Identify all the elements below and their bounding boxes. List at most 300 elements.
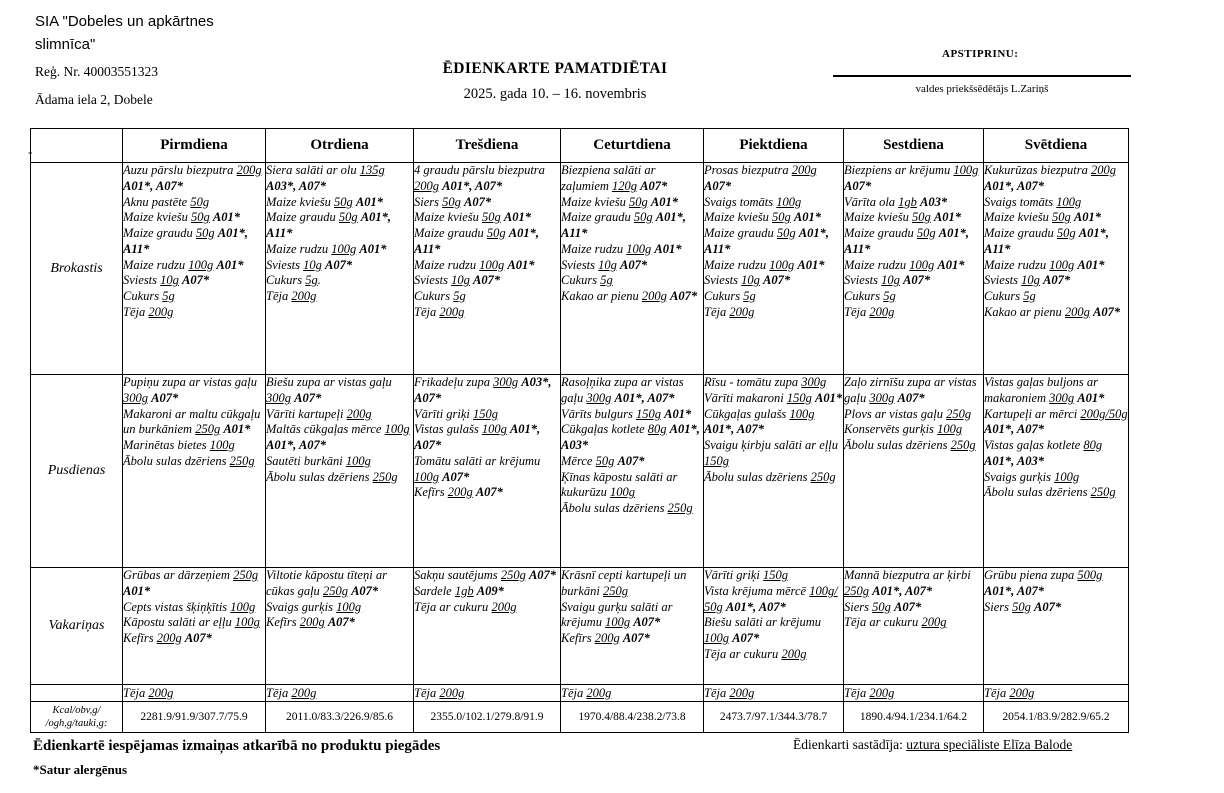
allergen-code: A01* — [797, 257, 825, 272]
allergen-code: A07* — [1093, 304, 1121, 319]
allergen-code: A07* — [1043, 273, 1071, 288]
dish: Siers 50g A07* — [414, 194, 492, 209]
dish: Maize rudzu 100g A01* — [123, 257, 244, 272]
dish: Sviests 10g A07* — [704, 273, 791, 288]
amount-text: 50g — [195, 226, 215, 240]
amount-text: 250g — [195, 422, 221, 437]
allergen-code: A01*, A07* — [872, 583, 933, 598]
dish: Vistas gaļas kotlete 80g A01*, A03* — [984, 438, 1103, 468]
dish: Cukurs 5g. — [266, 273, 321, 288]
kcal-label-line: /ogh,g/tauki,g: — [45, 718, 108, 729]
meal-label-pusdienas: Pusdienas — [31, 375, 123, 568]
approve-label: APSTIPRINU: — [942, 48, 1019, 60]
allergen-code: A07* — [464, 194, 492, 209]
amount-text: 1gb — [454, 583, 474, 598]
menu-cell — [704, 568, 844, 685]
amount-text: 250g — [1090, 485, 1116, 500]
dish: Prosas biezputra 200g A07* — [704, 163, 817, 193]
amount-text: 300g — [1049, 390, 1075, 405]
allergen-code: A01*, A07* — [984, 178, 1044, 193]
menu-cell — [123, 375, 266, 568]
allergen-code: A03*, A07* — [266, 178, 326, 193]
dish: Maize graudu 50g A01*, A11* — [561, 210, 687, 240]
amount-text: 100g — [230, 599, 256, 614]
dish: Tēja 200g — [844, 304, 895, 319]
allergen-code: A01* — [1077, 390, 1105, 405]
menu-cell — [561, 568, 704, 685]
menu-cell — [984, 375, 1129, 568]
amount-text: 50g — [633, 210, 653, 225]
dish: Maize kviešu 50g A01* — [414, 210, 531, 225]
amount-text: 250g — [946, 406, 972, 421]
allergen-code: A01*, A03* — [984, 453, 1044, 468]
menu-cell — [704, 375, 844, 568]
allergen-code: A01*, A11* — [561, 210, 687, 240]
dish: Vista krējuma mērcē 100g/ 50g A01*, A07* — [704, 583, 838, 614]
composed-by-label: Ēdienkarti sastādīja: — [793, 737, 907, 752]
allergen-code: A01* — [359, 241, 387, 256]
amount-text: 100g — [776, 194, 802, 209]
amount-text: 200g — [439, 686, 465, 700]
tea-cell: Tēja 200g — [266, 685, 414, 702]
menu-cell — [266, 568, 414, 685]
allergen-note: *Satur alergēnus — [33, 762, 128, 777]
allergen-code: A07* — [897, 390, 925, 405]
dish: Plovs ar vistas gaļu 250g — [844, 406, 972, 421]
tea-cell: Tēja 200g — [561, 685, 704, 702]
allergen-code: A01*, A07* — [984, 422, 1044, 437]
composed-by-name: uztura speciāliste Elīza Balode — [906, 737, 1073, 752]
dish: Svaigu ķirbju salāti ar eļļu 150g — [704, 438, 839, 468]
allergen-code: A01*, A07* — [266, 438, 326, 452]
amount-text: 10g — [160, 273, 179, 288]
amount-text: 200g — [641, 289, 667, 303]
amount-text: 200g — [1090, 163, 1116, 177]
dish: Sviests 10g A07* — [414, 273, 501, 288]
amount-text: 250g — [950, 438, 976, 452]
dish: Ābolu sulas dzēriens 250g — [984, 485, 1116, 500]
amount-text: 200g — [869, 686, 895, 700]
amount-text: 50g — [1056, 226, 1076, 240]
dish: Maize kviešu 50g A01* — [704, 210, 821, 225]
left-margin-dash: - — [28, 144, 33, 159]
allergen-code: A07* — [903, 273, 931, 288]
amount-text: 150g — [636, 406, 662, 421]
allergen-code: A01*, A07* — [442, 178, 503, 193]
amount-text: 5g — [883, 289, 896, 303]
day-header-ceturtdiena: Ceturtdiena — [561, 129, 704, 163]
allergen-code: A07* — [620, 257, 648, 272]
amount-text: 80g — [1083, 438, 1103, 452]
amount-text: 100g — [1056, 194, 1082, 209]
amount-text: 300g — [869, 390, 895, 405]
amount-text: 200g — [447, 485, 473, 500]
table-corner-blank — [31, 129, 123, 163]
amount-text: 120g — [612, 178, 638, 193]
dish: Vārīti griķi 150g — [414, 406, 499, 421]
menu-cell — [266, 375, 414, 568]
amount-text: 250g — [372, 469, 398, 484]
amount-text: 200g — [586, 686, 612, 700]
allergen-code: A01* — [355, 194, 383, 209]
dish: Tēja 200g — [266, 289, 317, 303]
amount-text: 5g — [1023, 289, 1036, 303]
amount-text: 100g — [1049, 257, 1075, 272]
amount-text: 100g — [481, 422, 507, 437]
dish: Kefīrs 200g A07* — [414, 485, 503, 500]
allergen-code: A07* — [622, 631, 650, 645]
dish: Svaigs gurķis 100g — [984, 469, 1080, 484]
title-block — [370, 60, 740, 103]
day-header-trešdiena: Trešdiena — [414, 129, 561, 163]
dish: Grūbu piena zupa 500g A01*, A07* — [984, 568, 1103, 598]
allergen-code: A01*, A11* — [414, 226, 540, 256]
amount-text: 150g — [786, 390, 812, 405]
dish: Krāsnī cepti kartupeļi un burkāni 250g — [561, 568, 687, 598]
dish: Siera salāti ar olu 135g A03*, A07* — [266, 163, 385, 193]
allergen-code: A01* — [1073, 210, 1101, 225]
dish: Maize graudu 50g A01*, A11* — [266, 210, 392, 240]
dish: Viltotie kāpostu tīteņi ar cūkas gaļu 250g A07* — [266, 568, 387, 598]
amount-text: 135g — [359, 163, 385, 177]
dish: Sardele 1gb A09* — [414, 583, 504, 598]
allergen-code: A01* — [1077, 257, 1105, 272]
dish: Ābolu sulas dzēriens 250g — [123, 453, 255, 468]
dish: 4 graudu pārslu biezputra 200g A01*, A07* — [414, 163, 545, 193]
tea-cell: Tēja 200g — [123, 685, 266, 702]
dish: Kefīrs 200g A07* — [561, 631, 650, 645]
allergen-code: A01*, A11* — [266, 210, 392, 240]
dish: Aknu pastēte 50g — [123, 194, 210, 209]
allergen-code: A01*, A11* — [984, 226, 1110, 256]
signature-line — [833, 75, 1131, 77]
amount-text: 200g — [729, 304, 755, 319]
dish: Biešu zupa ar vistas gaļu 300g A07* — [266, 375, 392, 405]
tea-cell: Tēja 200g — [704, 685, 844, 702]
dish: Maize rudzu 100g A01* — [414, 257, 535, 272]
amount-text: 50g — [482, 210, 501, 225]
tea-cell: Tēja 200g — [984, 685, 1129, 702]
dish: Maize rudzu 100g A01* — [561, 241, 682, 256]
amount-text: 50g — [486, 226, 506, 240]
allergen-code: A01* — [937, 257, 965, 272]
amount-text: 50g — [1012, 599, 1031, 614]
amount-text: 200g — [594, 631, 620, 645]
allergen-code: A01*, A11* — [844, 226, 970, 256]
dish: Sviests 10g A07* — [844, 273, 931, 288]
amount-text: 5g — [453, 289, 466, 303]
amount-text: 100g — [626, 241, 652, 256]
dish: Ķīnas kāpostu salāti ar kukurūzu 100g — [561, 469, 678, 500]
amount-text: 250g — [233, 568, 259, 582]
day-header-pirmdiena: Pirmdiena — [123, 129, 266, 163]
dish: Siers 50g A07* — [984, 599, 1062, 614]
dish: Maize rudzu 100g A01* — [844, 257, 965, 272]
menu-cell — [414, 163, 561, 375]
allergen-code: A01* — [223, 422, 251, 437]
amount-text: 50g — [338, 210, 358, 225]
amount-text: 50g — [916, 226, 936, 240]
allergen-code: A01*, A07* — [984, 583, 1044, 598]
dish: Tēja ar cukuru 200g — [414, 599, 517, 614]
allergen-code: A01* — [933, 210, 961, 225]
kcal-row-label — [31, 702, 123, 733]
allergen-code: A01* — [503, 210, 531, 225]
dish: Vārīts bulgurs 150g A01* — [561, 406, 692, 421]
amount-text: 200g — [291, 289, 317, 303]
dish: Maize rudzu 100g A01* — [984, 257, 1105, 272]
allergen-code: A07* — [640, 178, 668, 193]
dish: Konservēts gurķis 100g — [844, 422, 963, 437]
page-title: ĒDIENKARTE PAMATDIĒTAI — [442, 60, 668, 77]
dish: Cukurs 5g — [704, 289, 756, 303]
kcal-value: 1890.4/94.1/234.1/64.2 — [844, 702, 984, 733]
dish: Auzu pārslu biezputra 200g A01*, A07* — [123, 163, 262, 193]
allergen-code: A01*, A07* — [704, 422, 764, 437]
dish: Rasoļņika zupa ar vistas gaļu 300g A01*, A07* — [561, 375, 684, 405]
allergen-code: A07* — [473, 273, 501, 288]
menu-cell — [844, 163, 984, 375]
dish: Kakao ar pienu 200g A07* — [561, 289, 698, 303]
amount-text: 300g — [123, 390, 148, 405]
allergen-code: A03* — [920, 194, 948, 209]
dish: Grūbas ar dārzeņiem 250g A01* — [123, 568, 259, 598]
dish: Sviests 10g A07* — [561, 257, 648, 272]
dish: Vārīti makaroni 150g A01* — [704, 390, 843, 405]
dish: Rīsu - tomātu zupa 300g — [704, 375, 827, 389]
amount-text: 100g — [336, 599, 362, 614]
allergen-code: A07* — [894, 599, 922, 614]
company-address: Ādama iela 2, Dobele — [35, 92, 153, 107]
amount-text: 250g — [229, 453, 255, 468]
amount-text: 100g/ 50g — [704, 583, 838, 614]
amount-text: 200g — [1064, 304, 1090, 319]
dish: Vistas gulašs 100g A01*, A07* — [414, 422, 541, 452]
allergen-code: A07* — [617, 453, 645, 468]
allergen-code: A01* — [212, 210, 240, 225]
dish: Svaigs tomāts 100g — [984, 194, 1082, 209]
allergen-code: A07* — [633, 615, 661, 630]
dish: Maize kviešu 50g A01* — [123, 210, 240, 225]
allergen-code: A07* — [182, 273, 210, 288]
allergen-code: A07* — [327, 615, 355, 630]
amount-text: 200g — [148, 304, 174, 319]
kcal-label-line: Kcal/obv,g/ — [52, 704, 101, 716]
amount-text: 10g — [1021, 273, 1040, 288]
dish: Maize graudu 50g A01*, A11* — [414, 226, 540, 256]
allergen-code: A07* — [184, 631, 212, 645]
amount-text: 250g — [667, 501, 693, 515]
dish: Maize kviešu 50g A01* — [561, 194, 678, 209]
menu-cell — [123, 568, 266, 685]
dish: Vārīta ola 1gb A03* — [844, 194, 948, 209]
dish: Marinētas bietes 100g — [123, 438, 235, 452]
amount-text: 10g — [303, 257, 322, 272]
amount-text: 500g — [1077, 568, 1103, 582]
amount-text: 150g — [473, 406, 499, 421]
dish: Cukurs 5g — [414, 289, 466, 303]
amount-text: 10g — [598, 257, 617, 272]
menu-cell — [561, 163, 704, 375]
dish: Pupiņu zupa ar vistas gaļu 300g A07* — [123, 375, 258, 405]
kcal-value: 2473.7/97.1/344.3/78.7 — [704, 702, 844, 733]
tea-row-blank-label — [31, 685, 123, 702]
dish: Cepts vistas šķiņķītis 100g — [123, 599, 256, 614]
amount-text: 50g — [776, 226, 796, 240]
menu-cell — [844, 375, 984, 568]
amount-text: 300g — [586, 390, 612, 405]
dish: Vārīti griķi 150g — [704, 568, 789, 582]
dish: Sviests 10g A07* — [123, 273, 210, 288]
amount-text: 150g — [704, 453, 729, 468]
dish: Sviests 10g A07* — [984, 273, 1071, 288]
day-header-piektdiena: Piektdiena — [704, 129, 844, 163]
meal-label-vakariņas: Vakariņas — [31, 568, 123, 685]
kcal-value: 2011.0/83.3/226.9/85.6 — [266, 702, 414, 733]
amount-text: 50g — [912, 210, 931, 225]
amount-text: 200g — [156, 631, 182, 645]
amount-text: 100g — [909, 257, 935, 272]
amount-text: 100g — [1054, 469, 1080, 484]
allergen-code: A01* — [815, 390, 843, 405]
dish: Kakao ar pienu 200g A07* — [984, 304, 1121, 319]
allergen-code: A07* — [475, 485, 503, 500]
date-range: 2025. gada 10. – 16. novembris — [463, 86, 647, 102]
amount-text: 5g — [305, 273, 318, 288]
amount-text: 200g — [1009, 686, 1035, 700]
amount-text: 100g — [953, 163, 979, 177]
allergen-code: A09* — [476, 583, 504, 598]
day-header-otrdiena: Otrdiena — [266, 129, 414, 163]
amount-text: 250g — [810, 469, 836, 484]
amount-text: 100g — [605, 615, 631, 630]
amount-text: 50g — [1052, 210, 1071, 225]
amount-text: 200g — [791, 163, 817, 177]
dish: Cūkgaļas kotlete 80g A01*, A03* — [561, 422, 700, 452]
allergen-code: A07* — [844, 178, 872, 193]
dish: Maize graudu 50g A01*, A11* — [123, 226, 249, 256]
dish: Kāpostu salāti ar eļļu 100g — [123, 615, 260, 630]
dish: Maize graudu 50g A01*, A11* — [844, 226, 970, 256]
amount-text: 80g — [647, 422, 667, 437]
amount-text: 100g — [234, 615, 260, 630]
allergen-code: A01* — [793, 210, 821, 225]
meal-label-brokastis: Brokastis — [31, 163, 123, 375]
allergen-code: A07* — [151, 390, 179, 405]
amount-text: 200g/50g — [1080, 406, 1128, 421]
amount-text: 50g — [191, 210, 210, 225]
amount-text: 50g — [595, 453, 615, 468]
menu-cell — [984, 568, 1129, 685]
allergen-code: A01*, A03* — [561, 422, 700, 452]
allergen-code: A07* — [325, 257, 353, 272]
allergen-code: A07* — [763, 273, 791, 288]
dish: Ābolu sulas dzēriens 250g — [844, 438, 976, 452]
amount-text: 200g — [921, 615, 947, 630]
amount-text: 50g — [190, 194, 210, 209]
dish: Maize rudzu 100g A01* — [704, 257, 825, 272]
composed-by — [793, 737, 1072, 753]
tea-cell: Tēja 200g — [844, 685, 984, 702]
dish: Maize kviešu 50g A01* — [844, 210, 961, 225]
amount-text: 5g — [600, 273, 613, 288]
allergen-code: A01*, A07* — [725, 599, 786, 614]
dish: Tēja 200g — [414, 304, 465, 319]
amount-text: 250g — [603, 583, 629, 598]
dish: Mannā biezputra ar ķirbi 250g A01*, A07* — [844, 568, 971, 598]
menu-cell — [984, 163, 1129, 375]
amount-text: 10g — [881, 273, 900, 288]
dish: Cukurs 5g — [984, 289, 1036, 303]
dish: Svaigs gurķis 100g — [266, 599, 362, 614]
amount-text: 5g — [743, 289, 756, 303]
allergen-code: A07* — [704, 178, 732, 193]
amount-text: 200g — [869, 304, 895, 319]
amount-text: 250g — [500, 568, 526, 582]
allergen-code: A03*, A07* — [414, 375, 552, 405]
allergen-code: A07* — [670, 289, 698, 303]
dish: Tēja 200g — [123, 304, 174, 319]
allergen-code: A01* — [216, 257, 244, 272]
dish: Biezpiena salāti ar zaļumiem 120g A07* — [561, 163, 668, 193]
amount-text: 100g — [704, 631, 729, 645]
amount-text: 300g — [493, 375, 519, 389]
amount-text: 200g — [236, 163, 262, 177]
company-name: SIA "Dobeles un apkārtnes slimnīca" — [35, 13, 214, 54]
menu-cell — [266, 163, 414, 375]
dish: Ābolu sulas dzēriens 250g — [704, 469, 836, 484]
dish: Biezpiens ar krējumu 100g A07* — [844, 163, 979, 193]
amount-text: 300g — [266, 390, 291, 405]
amount-text: 100g — [789, 406, 815, 421]
amount-text: 50g — [629, 194, 648, 209]
tea-cell: Tēja 200g — [414, 685, 561, 702]
dish: Mērce 50g A07* — [561, 453, 645, 468]
dish: Biešu salāti ar krējumu 100g A07* — [704, 615, 822, 645]
amount-text: 50g — [442, 194, 461, 209]
amount-text: 50g — [772, 210, 791, 225]
dish: Kartupeļi ar mērci 200g/50g A01*, A07* — [984, 406, 1128, 437]
dish: Cukurs 5g — [123, 289, 175, 303]
kcal-value: 2281.9/91.9/307.7/75.9 — [123, 702, 266, 733]
allergen-code: A07* — [294, 390, 322, 405]
allergen-code: A07* — [732, 631, 760, 645]
allergen-code: A01* — [664, 406, 692, 421]
amount-text: 50g — [872, 599, 891, 614]
allergen-code: A07* — [442, 469, 470, 484]
amount-text: 100g — [384, 422, 410, 437]
menu-cell — [123, 163, 266, 375]
menu-cell — [561, 375, 704, 568]
dish: Cūkgaļas gulašs 100g A01*, A07* — [704, 406, 815, 437]
dish: Makaroni ar maltu cūkgaļu un burkāniem 250g A01* — [123, 406, 261, 437]
approver-title: valdes priekšsēdētājs L.Zariņš — [915, 83, 1049, 95]
allergen-code: A07* — [351, 583, 379, 598]
allergen-code: A01* — [654, 241, 682, 256]
dish: Ābolu sulas dzēriens 250g — [266, 469, 398, 484]
dish: Zaļo zirnīšu zupa ar vistas gaļu 300g A07* — [844, 375, 977, 405]
amount-text: 200g — [291, 686, 317, 700]
allergen-code: A07* — [528, 568, 557, 582]
dish: Sviests 10g A07* — [266, 257, 353, 272]
allergen-code: A01*, A11* — [704, 226, 830, 256]
amount-text: 10g — [451, 273, 470, 288]
dish: Svaigu gurķu salāti ar krējumu 100g A07* — [561, 599, 673, 630]
kcal-value: 1970.4/88.4/238.2/73.8 — [561, 702, 704, 733]
amount-text: 250g — [844, 583, 869, 598]
dish: Maize graudu 50g A01*, A11* — [704, 226, 830, 256]
menu-table — [30, 128, 1129, 733]
